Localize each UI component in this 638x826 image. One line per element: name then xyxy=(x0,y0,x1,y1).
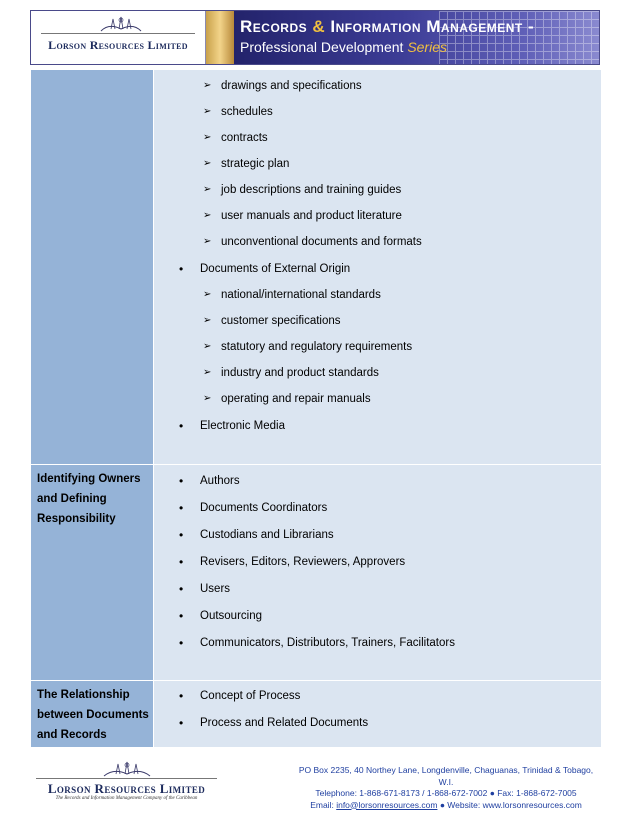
arrow-bullet-icon: ➢ xyxy=(203,289,212,300)
list-item: • Outsourcing xyxy=(179,609,263,623)
list-item: ➢ unconventional documents and formats xyxy=(203,236,422,248)
list-item: • Revisers, Editors, Reviewers, Approvers xyxy=(179,555,406,569)
footer-phone: Telephone: 1-868-671-8173 / 1-868-672-7002 ● Fax: 1-868-672-7005 xyxy=(315,788,577,798)
footer-email-line: Email: info@lorsonresources.com ● Website: www.lorsonresources.com xyxy=(310,799,582,810)
list-item: • Electronic Media xyxy=(179,419,286,433)
header-subtitle: Professional Development Series xyxy=(240,39,447,55)
arrow-bullet-icon: ➢ xyxy=(203,341,212,352)
content-table xyxy=(31,70,601,748)
list-item: • Communicators, Distributors, Trainers, Facilitators xyxy=(179,636,455,650)
bullet-dot-icon: • xyxy=(179,716,184,730)
row-heading-cell xyxy=(31,681,154,747)
arrow-bullet-icon: ➢ xyxy=(203,106,212,117)
arrow-bullet-icon: ➢ xyxy=(203,367,212,378)
row-heading-cell xyxy=(31,465,154,680)
arrow-bullet-icon: ➢ xyxy=(203,236,212,247)
arrow-bullet-icon: ➢ xyxy=(203,184,212,195)
header-title: Records & Information Management - xyxy=(240,17,535,36)
list-item: ➢ statutory and regulatory requirements xyxy=(203,341,413,353)
footer-logo xyxy=(30,760,223,804)
row-content-cell xyxy=(154,70,601,464)
bullet-dot-icon: • xyxy=(179,474,184,488)
list-item: ➢ national/international standards xyxy=(203,289,381,301)
list-item: • Documents of External Origin xyxy=(179,262,351,276)
list-item: • Custodians and Librarians xyxy=(179,528,334,542)
list-item: • Process and Related Documents xyxy=(179,716,369,730)
bullet-dot-icon: • xyxy=(179,555,184,569)
bullet-dot-icon: • xyxy=(179,689,184,703)
bullet-dot-icon: • xyxy=(179,528,184,542)
list-item: ➢ user manuals and product literature xyxy=(203,210,402,222)
row-content-cell xyxy=(154,465,601,680)
header-banner xyxy=(30,10,600,65)
arrow-bullet-icon: ➢ xyxy=(203,315,212,326)
list-item: • Authors xyxy=(179,474,240,488)
footer-contact xyxy=(296,765,596,811)
header-company-name: Lorson Resources Limited xyxy=(48,38,188,52)
website-text: ● Website: www.lorsonresources.com xyxy=(439,799,582,810)
list-item: ➢ schedules xyxy=(203,106,273,118)
list-item: ➢ drawings and specifications xyxy=(203,80,362,92)
footer-company-name: Lorson Resources Limited xyxy=(47,781,206,796)
header-title-panel xyxy=(234,11,599,64)
bullet-dot-icon: • xyxy=(179,582,184,596)
footer-tagline: The Records and Information Management Company of the Caribbean xyxy=(55,796,198,801)
row-heading: The Relationship between Documents and Records xyxy=(37,689,149,741)
list-item: • Concept of Process xyxy=(179,689,301,703)
list-item: ➢ customer specifications xyxy=(203,315,341,327)
arrow-bullet-icon: ➢ xyxy=(203,132,212,143)
row-heading: Identifying Owners and Defining Responsibility xyxy=(37,473,141,525)
bullet-dot-icon: • xyxy=(179,501,184,515)
list-item: ➢ contracts xyxy=(203,132,268,144)
footer-address: PO Box 2235, 40 Northey Lane, Longdenville, Chaguanas, Trinidad & Tobago, W.I. xyxy=(298,765,594,787)
list-item: • Documents Coordinators xyxy=(179,501,328,515)
email-link[interactable]: info@lorsonresources.com xyxy=(336,799,438,810)
list-item: ➢ strategic plan xyxy=(203,158,290,170)
bullet-dot-icon: • xyxy=(179,262,184,276)
arrow-bullet-icon: ➢ xyxy=(203,80,212,91)
header-gold-stripe xyxy=(206,11,234,64)
arrow-bullet-icon: ➢ xyxy=(203,210,212,221)
company-emblem-icon xyxy=(99,15,143,33)
table-row xyxy=(31,465,601,681)
bullet-dot-icon: • xyxy=(179,636,184,650)
row-heading-cell xyxy=(31,70,154,464)
list-item: ➢ job descriptions and training guides xyxy=(203,184,402,196)
list-item: ➢ operating and repair manuals xyxy=(203,393,371,405)
bullet-dot-icon: • xyxy=(179,419,184,433)
list-item: ➢ industry and product standards xyxy=(203,367,379,379)
table-row xyxy=(31,70,601,465)
row-content-cell xyxy=(154,681,601,747)
company-emblem-icon xyxy=(102,760,152,778)
list-item: • Users xyxy=(179,582,231,596)
bullet-dot-icon: • xyxy=(179,609,184,623)
arrow-bullet-icon: ➢ xyxy=(203,158,212,169)
arrow-bullet-icon: ➢ xyxy=(203,393,212,404)
header-logo xyxy=(31,11,206,64)
table-row xyxy=(31,681,601,748)
